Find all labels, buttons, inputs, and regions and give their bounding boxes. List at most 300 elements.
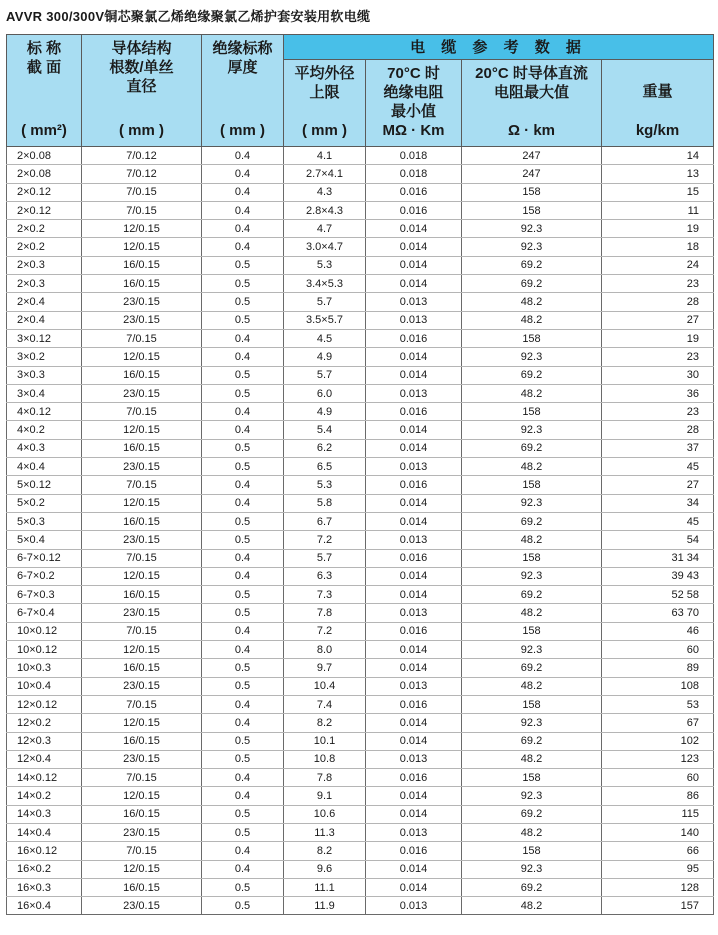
cell-outer-diameter: 2.8×4.3 (284, 201, 366, 219)
cell-section: 2×0.2 (7, 220, 82, 238)
cell-weight: 128 (602, 878, 714, 896)
cell-insulation: 0.5 (202, 531, 284, 549)
cell-insulation-resistance: 0.016 (366, 201, 462, 219)
cell-insulation-resistance: 0.014 (366, 787, 462, 805)
cell-weight: 66 (602, 842, 714, 860)
cell-insulation-resistance: 0.016 (366, 622, 462, 640)
cell-section: 6-7×0.3 (7, 586, 82, 604)
cell-insulation-resistance: 0.014 (366, 439, 462, 457)
cell-outer-diameter: 8.2 (284, 714, 366, 732)
cell-insulation-resistance: 0.013 (366, 823, 462, 841)
cell-weight: 28 (602, 293, 714, 311)
table-row (7, 220, 714, 238)
cell-insulation: 0.4 (202, 622, 284, 640)
cell-conductor: 7/0.15 (82, 549, 202, 567)
cell-dc-resistance: 48.2 (462, 677, 602, 695)
cell-section: 14×0.2 (7, 787, 82, 805)
cell-section: 10×0.12 (7, 622, 82, 640)
cell-outer-diameter: 6.3 (284, 567, 366, 585)
cell-insulation: 0.5 (202, 256, 284, 274)
cell-conductor: 16/0.15 (82, 256, 202, 274)
cell-dc-resistance: 247 (462, 165, 602, 183)
cell-section: 16×0.4 (7, 897, 82, 915)
cell-insulation: 0.5 (202, 677, 284, 695)
cell-insulation-resistance: 0.014 (366, 220, 462, 238)
cell-dc-resistance: 48.2 (462, 384, 602, 402)
cell-weight: 60 (602, 769, 714, 787)
cell-insulation: 0.5 (202, 805, 284, 823)
cell-dc-resistance: 158 (462, 842, 602, 860)
cell-weight: 115 (602, 805, 714, 823)
cell-insulation-resistance: 0.013 (366, 897, 462, 915)
cell-outer-diameter: 3.0×4.7 (284, 238, 366, 256)
cell-insulation-resistance: 0.014 (366, 256, 462, 274)
cell-insulation: 0.5 (202, 366, 284, 384)
cell-weight: 23 (602, 348, 714, 366)
cell-conductor: 7/0.15 (82, 183, 202, 201)
cell-insulation-resistance: 0.014 (366, 421, 462, 439)
cell-weight: 45 (602, 458, 714, 476)
cell-dc-resistance: 92.3 (462, 220, 602, 238)
cell-conductor: 12/0.15 (82, 348, 202, 366)
cell-outer-diameter: 10.8 (284, 750, 366, 768)
cell-dc-resistance: 48.2 (462, 311, 602, 329)
table-row (7, 769, 714, 787)
cell-insulation: 0.5 (202, 293, 284, 311)
cell-outer-diameter: 10.1 (284, 732, 366, 750)
cell-insulation-resistance: 0.014 (366, 586, 462, 604)
cell-weight: 52 58 (602, 586, 714, 604)
table-row (7, 494, 714, 512)
cell-weight: 28 (602, 421, 714, 439)
cell-conductor: 7/0.12 (82, 147, 202, 165)
cell-weight: 157 (602, 897, 714, 915)
table-row (7, 659, 714, 677)
cell-outer-diameter: 5.7 (284, 366, 366, 384)
cell-insulation: 0.5 (202, 732, 284, 750)
table-row (7, 384, 714, 402)
cell-outer-diameter: 6.2 (284, 439, 366, 457)
cell-section: 2×0.3 (7, 256, 82, 274)
cell-section: 2×0.08 (7, 147, 82, 165)
cell-dc-resistance: 92.3 (462, 567, 602, 585)
table-row (7, 787, 714, 805)
header-conductor-structure: 导体结构 根数/单丝 直径 ( mm ) (82, 35, 202, 147)
cell-section: 3×0.12 (7, 329, 82, 347)
table-row (7, 311, 714, 329)
header-dc-resistance: 20°C 时导体直流 电阻最大值 Ω · km (462, 60, 602, 147)
cell-insulation-resistance: 0.016 (366, 695, 462, 713)
cell-section: 4×0.12 (7, 403, 82, 421)
cell-insulation-resistance: 0.014 (366, 366, 462, 384)
table-row (7, 165, 714, 183)
cell-insulation-resistance: 0.014 (366, 275, 462, 293)
cell-conductor: 23/0.15 (82, 458, 202, 476)
cell-conductor: 23/0.15 (82, 311, 202, 329)
table-row (7, 275, 714, 293)
cell-outer-diameter: 6.5 (284, 458, 366, 476)
cell-weight: 27 (602, 311, 714, 329)
cell-dc-resistance: 158 (462, 476, 602, 494)
header-outer-diameter: 平均外径 上限 ( mm ) (284, 60, 366, 147)
cell-conductor: 23/0.15 (82, 897, 202, 915)
cell-dc-resistance: 69.2 (462, 256, 602, 274)
table-row (7, 695, 714, 713)
page-title: AVVR 300/300V铜芯聚氯乙烯绝缘聚氯乙烯护套安装用软电缆 (6, 9, 371, 24)
cell-conductor: 12/0.15 (82, 860, 202, 878)
cell-section: 4×0.3 (7, 439, 82, 457)
cell-dc-resistance: 92.3 (462, 714, 602, 732)
header-insulation-thickness: 绝缘标称 厚度 ( mm ) (202, 35, 284, 147)
cell-conductor: 23/0.15 (82, 750, 202, 768)
cell-section: 6-7×0.4 (7, 604, 82, 622)
cell-dc-resistance: 48.2 (462, 293, 602, 311)
cell-outer-diameter: 5.7 (284, 549, 366, 567)
cell-insulation: 0.5 (202, 512, 284, 530)
table-row (7, 439, 714, 457)
cell-outer-diameter: 9.1 (284, 787, 366, 805)
cell-insulation: 0.4 (202, 787, 284, 805)
cell-section: 2×0.08 (7, 165, 82, 183)
cell-outer-diameter: 7.8 (284, 769, 366, 787)
table-row (7, 293, 714, 311)
cell-weight: 45 (602, 512, 714, 530)
cell-insulation-resistance: 0.014 (366, 567, 462, 585)
cell-insulation: 0.5 (202, 311, 284, 329)
cell-conductor: 7/0.15 (82, 403, 202, 421)
table-row (7, 714, 714, 732)
cell-weight: 63 70 (602, 604, 714, 622)
table-row (7, 878, 714, 896)
cell-dc-resistance: 48.2 (462, 458, 602, 476)
table-row (7, 823, 714, 841)
cell-weight: 36 (602, 384, 714, 402)
cell-section: 12×0.2 (7, 714, 82, 732)
cell-insulation: 0.4 (202, 348, 284, 366)
cell-conductor: 16/0.15 (82, 586, 202, 604)
cell-section: 3×0.2 (7, 348, 82, 366)
table-row (7, 531, 714, 549)
cell-insulation-resistance: 0.018 (366, 147, 462, 165)
cell-insulation: 0.4 (202, 567, 284, 585)
cell-weight: 11 (602, 201, 714, 219)
table-row (7, 842, 714, 860)
cell-conductor: 23/0.15 (82, 384, 202, 402)
cell-insulation-resistance: 0.013 (366, 604, 462, 622)
cell-insulation-resistance: 0.013 (366, 384, 462, 402)
cell-dc-resistance: 69.2 (462, 512, 602, 530)
cell-outer-diameter: 7.2 (284, 622, 366, 640)
cell-conductor: 12/0.15 (82, 641, 202, 659)
table-row (7, 458, 714, 476)
table-row (7, 183, 714, 201)
table-row (7, 641, 714, 659)
cell-weight: 54 (602, 531, 714, 549)
cell-section: 16×0.2 (7, 860, 82, 878)
cell-insulation-resistance: 0.014 (366, 860, 462, 878)
cell-weight: 27 (602, 476, 714, 494)
cell-section: 2×0.2 (7, 238, 82, 256)
cell-conductor: 16/0.15 (82, 659, 202, 677)
cell-insulation: 0.5 (202, 604, 284, 622)
cell-outer-diameter: 9.6 (284, 860, 366, 878)
cell-insulation-resistance: 0.018 (366, 165, 462, 183)
cell-conductor: 16/0.15 (82, 439, 202, 457)
cell-dc-resistance: 92.3 (462, 641, 602, 659)
cell-outer-diameter: 8.2 (284, 842, 366, 860)
cell-insulation-resistance: 0.013 (366, 750, 462, 768)
cell-dc-resistance: 48.2 (462, 750, 602, 768)
cell-section: 10×0.3 (7, 659, 82, 677)
cell-dc-resistance: 92.3 (462, 494, 602, 512)
cell-insulation: 0.4 (202, 641, 284, 659)
cell-section: 12×0.3 (7, 732, 82, 750)
cell-outer-diameter: 7.8 (284, 604, 366, 622)
cell-section: 2×0.4 (7, 293, 82, 311)
cell-outer-diameter: 4.9 (284, 403, 366, 421)
cell-insulation-resistance: 0.014 (366, 659, 462, 677)
cell-insulation-resistance: 0.013 (366, 531, 462, 549)
cell-weight: 31 34 (602, 549, 714, 567)
header-insulation-resistance: 70°C 时 绝缘电阻 最小值 MΩ · Km (366, 60, 462, 147)
table-body (7, 147, 714, 915)
cell-insulation: 0.4 (202, 329, 284, 347)
cell-weight: 108 (602, 677, 714, 695)
cell-insulation: 0.5 (202, 897, 284, 915)
cell-insulation: 0.4 (202, 183, 284, 201)
table-header (7, 35, 714, 147)
table-row (7, 805, 714, 823)
cell-conductor: 7/0.15 (82, 201, 202, 219)
cell-dc-resistance: 92.3 (462, 238, 602, 256)
cell-outer-diameter: 3.4×5.3 (284, 275, 366, 293)
cell-dc-resistance: 92.3 (462, 860, 602, 878)
cell-section: 6-7×0.12 (7, 549, 82, 567)
cell-outer-diameter: 5.3 (284, 476, 366, 494)
cell-outer-diameter: 3.5×5.7 (284, 311, 366, 329)
cell-dc-resistance: 92.3 (462, 348, 602, 366)
cell-conductor: 12/0.15 (82, 494, 202, 512)
cell-conductor: 23/0.15 (82, 293, 202, 311)
cell-section: 12×0.4 (7, 750, 82, 768)
cell-dc-resistance: 92.3 (462, 421, 602, 439)
cell-section: 16×0.3 (7, 878, 82, 896)
cell-conductor: 12/0.15 (82, 567, 202, 585)
cell-weight: 39 43 (602, 567, 714, 585)
cell-section: 5×0.12 (7, 476, 82, 494)
table-row (7, 622, 714, 640)
cell-conductor: 12/0.15 (82, 238, 202, 256)
cell-insulation-resistance: 0.014 (366, 238, 462, 256)
cell-conductor: 16/0.15 (82, 366, 202, 384)
cell-conductor: 7/0.15 (82, 769, 202, 787)
cell-insulation: 0.4 (202, 403, 284, 421)
cell-weight: 60 (602, 641, 714, 659)
cell-insulation-resistance: 0.013 (366, 458, 462, 476)
cell-conductor: 23/0.15 (82, 823, 202, 841)
cell-dc-resistance: 158 (462, 201, 602, 219)
cell-insulation: 0.4 (202, 494, 284, 512)
cell-section: 2×0.12 (7, 183, 82, 201)
cell-outer-diameter: 11.3 (284, 823, 366, 841)
cell-weight: 18 (602, 238, 714, 256)
cell-conductor: 7/0.15 (82, 695, 202, 713)
cell-weight: 46 (602, 622, 714, 640)
cell-section: 14×0.4 (7, 823, 82, 841)
cell-section: 6-7×0.2 (7, 567, 82, 585)
cell-insulation-resistance: 0.014 (366, 512, 462, 530)
cable-spec-table (6, 34, 714, 915)
cell-conductor: 7/0.12 (82, 165, 202, 183)
table-row (7, 238, 714, 256)
cell-section: 2×0.4 (7, 311, 82, 329)
table-row (7, 201, 714, 219)
cell-dc-resistance: 48.2 (462, 604, 602, 622)
cell-weight: 86 (602, 787, 714, 805)
cell-insulation: 0.5 (202, 878, 284, 896)
cell-dc-resistance: 158 (462, 769, 602, 787)
cell-outer-diameter: 5.3 (284, 256, 366, 274)
cell-outer-diameter: 10.6 (284, 805, 366, 823)
table-row (7, 860, 714, 878)
cell-dc-resistance: 48.2 (462, 531, 602, 549)
cell-conductor: 12/0.15 (82, 220, 202, 238)
cell-outer-diameter: 7.4 (284, 695, 366, 713)
cell-insulation: 0.4 (202, 769, 284, 787)
cell-dc-resistance: 158 (462, 403, 602, 421)
table-row (7, 147, 714, 165)
cell-outer-diameter: 9.7 (284, 659, 366, 677)
cell-section: 3×0.3 (7, 366, 82, 384)
cell-section: 3×0.4 (7, 384, 82, 402)
cell-section: 10×0.12 (7, 641, 82, 659)
cell-insulation-resistance: 0.016 (366, 183, 462, 201)
cell-dc-resistance: 48.2 (462, 897, 602, 915)
cell-insulation-resistance: 0.016 (366, 769, 462, 787)
cell-outer-diameter: 4.5 (284, 329, 366, 347)
cell-insulation: 0.5 (202, 659, 284, 677)
cell-section: 5×0.3 (7, 512, 82, 530)
cell-dc-resistance: 158 (462, 329, 602, 347)
table-row (7, 403, 714, 421)
cell-weight: 19 (602, 220, 714, 238)
cell-conductor: 23/0.15 (82, 604, 202, 622)
cell-weight: 19 (602, 329, 714, 347)
cell-section: 12×0.12 (7, 695, 82, 713)
cell-insulation: 0.4 (202, 165, 284, 183)
cell-insulation-resistance: 0.016 (366, 476, 462, 494)
cell-section: 14×0.3 (7, 805, 82, 823)
table-row (7, 750, 714, 768)
cell-insulation: 0.5 (202, 823, 284, 841)
header-reference-data-group: 电 缆 参 考 数 据 (284, 35, 714, 60)
table-row (7, 348, 714, 366)
cell-dc-resistance: 158 (462, 622, 602, 640)
cell-insulation-resistance: 0.016 (366, 403, 462, 421)
cell-weight: 67 (602, 714, 714, 732)
cell-insulation-resistance: 0.016 (366, 842, 462, 860)
table-row (7, 567, 714, 585)
cell-insulation-resistance: 0.013 (366, 293, 462, 311)
cell-outer-diameter: 5.4 (284, 421, 366, 439)
cell-conductor: 16/0.15 (82, 805, 202, 823)
cell-section: 4×0.2 (7, 421, 82, 439)
cell-insulation: 0.5 (202, 384, 284, 402)
cell-weight: 89 (602, 659, 714, 677)
cell-weight: 30 (602, 366, 714, 384)
cell-weight: 123 (602, 750, 714, 768)
cell-weight: 102 (602, 732, 714, 750)
cell-dc-resistance: 247 (462, 147, 602, 165)
cell-conductor: 7/0.15 (82, 622, 202, 640)
cell-insulation-resistance: 0.013 (366, 677, 462, 695)
cell-weight: 95 (602, 860, 714, 878)
cell-weight: 34 (602, 494, 714, 512)
cell-insulation: 0.4 (202, 549, 284, 567)
table-row (7, 677, 714, 695)
cell-outer-diameter: 7.2 (284, 531, 366, 549)
cell-outer-diameter: 4.1 (284, 147, 366, 165)
cell-weight: 23 (602, 403, 714, 421)
cell-dc-resistance: 69.2 (462, 659, 602, 677)
cell-insulation: 0.4 (202, 714, 284, 732)
cell-weight: 53 (602, 695, 714, 713)
cell-dc-resistance: 69.2 (462, 805, 602, 823)
cell-weight: 37 (602, 439, 714, 457)
table-row (7, 512, 714, 530)
cell-outer-diameter: 6.7 (284, 512, 366, 530)
cell-dc-resistance: 158 (462, 549, 602, 567)
header-nominal-section: 标 称 截 面 ( mm²) (7, 35, 82, 147)
cell-outer-diameter: 4.9 (284, 348, 366, 366)
cell-insulation-resistance: 0.014 (366, 732, 462, 750)
cell-insulation: 0.5 (202, 586, 284, 604)
table-row (7, 366, 714, 384)
cell-dc-resistance: 69.2 (462, 366, 602, 384)
cell-outer-diameter: 4.3 (284, 183, 366, 201)
cell-outer-diameter: 8.0 (284, 641, 366, 659)
cell-weight: 13 (602, 165, 714, 183)
cell-dc-resistance: 158 (462, 695, 602, 713)
cell-weight: 15 (602, 183, 714, 201)
cell-conductor: 12/0.15 (82, 421, 202, 439)
table-row (7, 604, 714, 622)
cell-insulation: 0.5 (202, 275, 284, 293)
cell-outer-diameter: 11.1 (284, 878, 366, 896)
cell-dc-resistance: 69.2 (462, 732, 602, 750)
cell-weight: 24 (602, 256, 714, 274)
cell-insulation: 0.5 (202, 750, 284, 768)
cell-outer-diameter: 10.4 (284, 677, 366, 695)
cell-insulation-resistance: 0.014 (366, 714, 462, 732)
cell-dc-resistance: 158 (462, 183, 602, 201)
cell-dc-resistance: 92.3 (462, 787, 602, 805)
cell-section: 4×0.4 (7, 458, 82, 476)
cell-outer-diameter: 7.3 (284, 586, 366, 604)
table-row (7, 421, 714, 439)
cell-conductor: 7/0.15 (82, 329, 202, 347)
cell-section: 5×0.2 (7, 494, 82, 512)
cell-insulation: 0.4 (202, 476, 284, 494)
cell-section: 16×0.12 (7, 842, 82, 860)
cell-outer-diameter: 4.7 (284, 220, 366, 238)
cell-conductor: 16/0.15 (82, 512, 202, 530)
cell-weight: 14 (602, 147, 714, 165)
table-row (7, 549, 714, 567)
cell-section: 10×0.4 (7, 677, 82, 695)
cell-insulation-resistance: 0.014 (366, 494, 462, 512)
cell-conductor: 7/0.15 (82, 842, 202, 860)
